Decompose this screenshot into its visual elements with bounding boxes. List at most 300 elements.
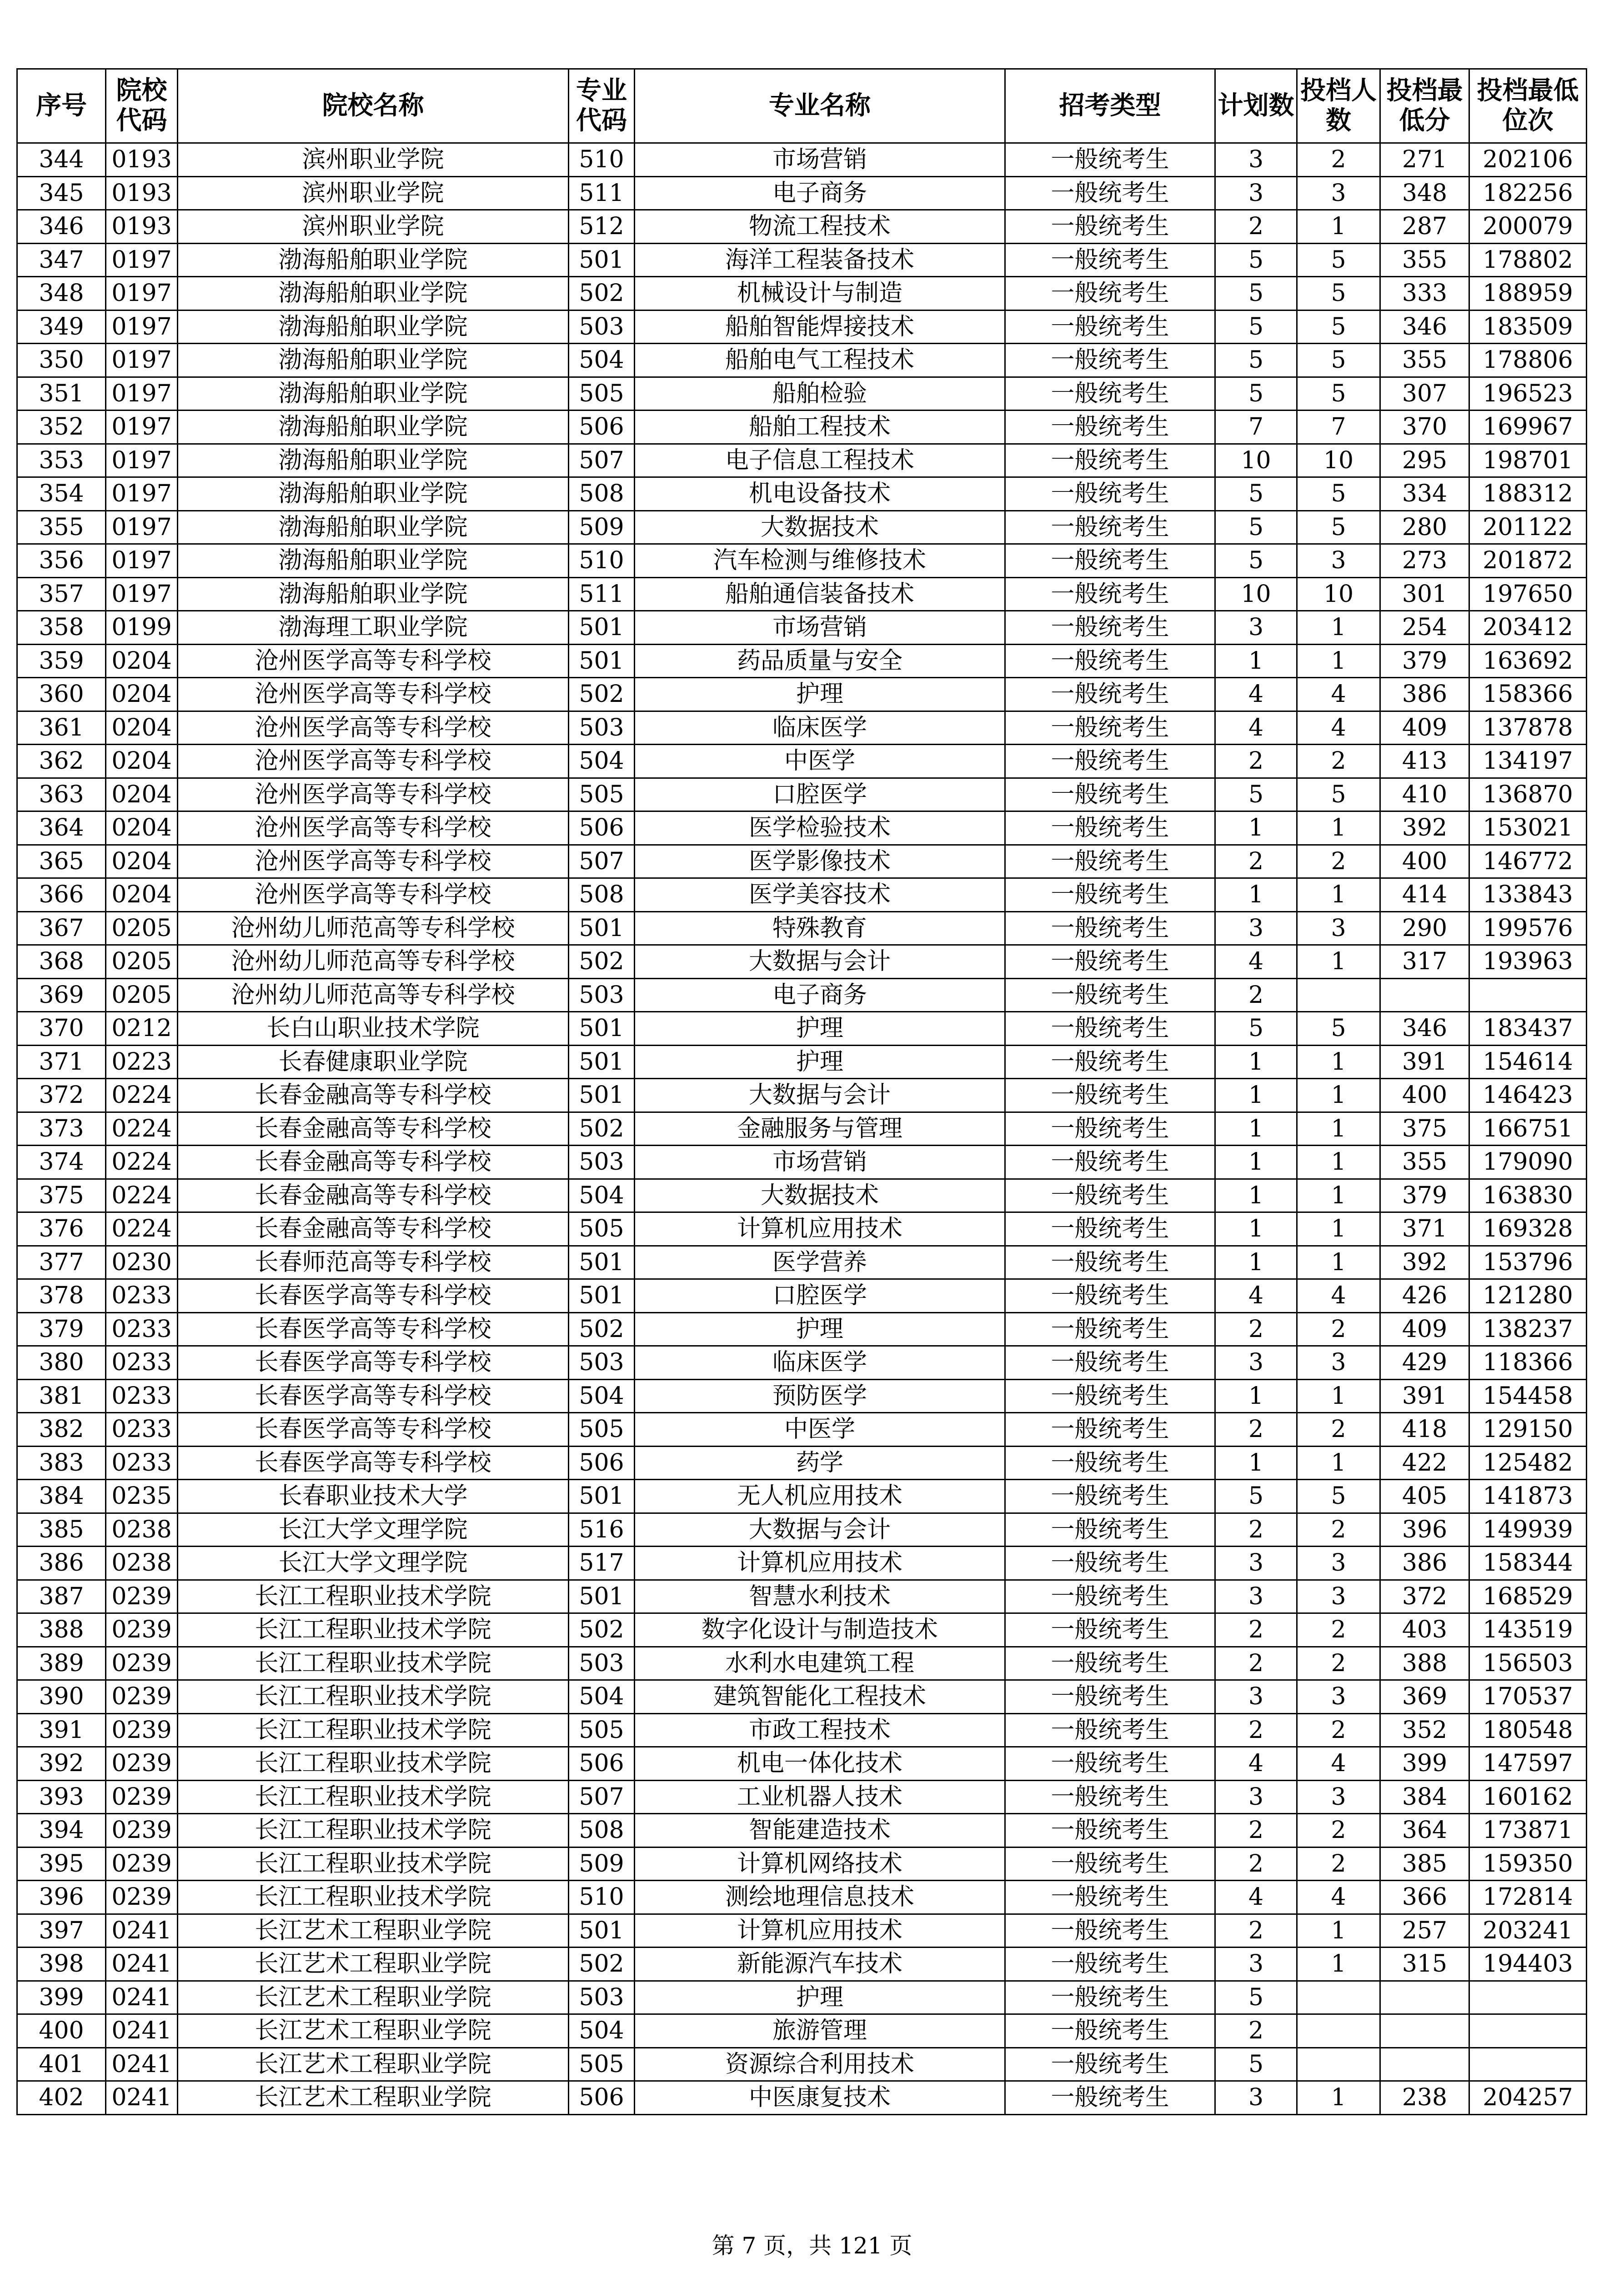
- table-row: [17, 1212, 1587, 1246]
- exam-type-cell: 一般统考生: [1005, 1379, 1215, 1413]
- school-code-cell: 0239: [106, 1814, 178, 1847]
- submitted-count-cell: 5: [1297, 310, 1380, 344]
- submitted-count-cell: [1297, 1981, 1380, 2014]
- min-rank-cell: 179090: [1469, 1146, 1587, 1179]
- major-code-cell: 502: [569, 1112, 635, 1146]
- major-name-cell: 大数据与会计: [635, 945, 1005, 979]
- min-score-cell: 372: [1380, 1580, 1469, 1613]
- min-rank-cell: 170537: [1469, 1680, 1587, 1714]
- major-code-cell: 502: [569, 678, 635, 711]
- major-code-cell: 502: [569, 1948, 635, 1981]
- exam-type-cell: 一般统考生: [1005, 878, 1215, 912]
- submitted-count-cell: 4: [1297, 1881, 1380, 1914]
- index-cell: 385: [17, 1513, 106, 1547]
- school-name-cell: 长春医学高等专科学校: [178, 1346, 569, 1380]
- min-score-cell: 391: [1380, 1045, 1469, 1079]
- index-cell: 382: [17, 1413, 106, 1447]
- table-row: [17, 277, 1587, 310]
- school-code-cell: 0239: [106, 1580, 178, 1613]
- exam-type-cell: 一般统考生: [1005, 611, 1215, 645]
- submitted-count-cell: 2: [1297, 1647, 1380, 1680]
- min-rank-cell: 183509: [1469, 310, 1587, 344]
- header-min-rank: 投档最低位次: [1469, 69, 1587, 143]
- exam-type-cell: 一般统考生: [1005, 1680, 1215, 1714]
- submitted-count-cell: 2: [1297, 845, 1380, 878]
- school-code-cell: 0212: [106, 1012, 178, 1046]
- index-cell: 371: [17, 1045, 106, 1079]
- min-rank-cell: 156503: [1469, 1647, 1587, 1680]
- table-row: [17, 1446, 1587, 1480]
- major-name-cell: 无人机应用技术: [635, 1480, 1005, 1513]
- major-name-cell: 市场营销: [635, 1146, 1005, 1179]
- school-code-cell: 0230: [106, 1246, 178, 1279]
- min-score-cell: 400: [1380, 845, 1469, 878]
- school-code-cell: 0199: [106, 611, 178, 645]
- index-cell: 397: [17, 1914, 106, 1948]
- school-code-cell: 0233: [106, 1379, 178, 1413]
- major-code-cell: 503: [569, 978, 635, 1012]
- school-code-cell: 0197: [106, 577, 178, 611]
- major-code-cell: 501: [569, 644, 635, 678]
- major-name-cell: 市场营销: [635, 611, 1005, 645]
- submitted-count-cell: 1: [1297, 1948, 1380, 1981]
- min-rank-cell: 169328: [1469, 1212, 1587, 1246]
- min-rank-cell: 198701: [1469, 444, 1587, 477]
- school-code-cell: 0224: [106, 1112, 178, 1146]
- exam-type-cell: 一般统考生: [1005, 1146, 1215, 1179]
- min-rank-cell: 163830: [1469, 1179, 1587, 1212]
- plan-count-cell: 2: [1215, 1713, 1297, 1747]
- submitted-count-cell: 5: [1297, 1012, 1380, 1046]
- submitted-count-cell: 3: [1297, 176, 1380, 210]
- school-name-cell: 渤海船舶职业学院: [178, 344, 569, 377]
- submitted-count-cell: 1: [1297, 1045, 1380, 1079]
- submitted-count-cell: 5: [1297, 344, 1380, 377]
- index-cell: 351: [17, 377, 106, 411]
- table-row: [17, 711, 1587, 745]
- exam-type-cell: 一般统考生: [1005, 711, 1215, 745]
- major-code-cell: 510: [569, 544, 635, 578]
- school-name-cell: 滨州职业学院: [178, 210, 569, 244]
- school-code-cell: 0239: [106, 1647, 178, 1680]
- exam-type-cell: 一般统考生: [1005, 1179, 1215, 1212]
- table-row: [17, 1513, 1587, 1547]
- school-name-cell: 滨州职业学院: [178, 176, 569, 210]
- exam-type-cell: 一般统考生: [1005, 210, 1215, 244]
- exam-type-cell: 一般统考生: [1005, 1413, 1215, 1447]
- major-name-cell: 数字化设计与制造技术: [635, 1613, 1005, 1647]
- min-rank-cell: 160162: [1469, 1780, 1587, 1814]
- min-score-cell: 346: [1380, 310, 1469, 344]
- submitted-count-cell: 5: [1297, 778, 1380, 811]
- min-rank-cell: 199576: [1469, 911, 1587, 945]
- plan-count-cell: 2: [1215, 1413, 1297, 1447]
- major-code-cell: 506: [569, 411, 635, 444]
- exam-type-cell: 一般统考生: [1005, 344, 1215, 377]
- table-row: [17, 1580, 1587, 1613]
- index-cell: 390: [17, 1680, 106, 1714]
- min-score-cell: 409: [1380, 1312, 1469, 1346]
- min-rank-cell: 197650: [1469, 577, 1587, 611]
- major-code-cell: 502: [569, 277, 635, 310]
- table-row: [17, 878, 1587, 912]
- school-name-cell: 沧州医学高等专科学校: [178, 745, 569, 778]
- min-rank-cell: 146772: [1469, 845, 1587, 878]
- header-major-name: 专业名称: [635, 69, 1005, 143]
- min-rank-cell: [1469, 1981, 1587, 2014]
- table-row: [17, 811, 1587, 845]
- table-row: [17, 1847, 1587, 1881]
- plan-count-cell: 3: [1215, 1948, 1297, 1981]
- min-rank-cell: 196523: [1469, 377, 1587, 411]
- min-score-cell: 409: [1380, 711, 1469, 745]
- min-rank-cell: 204257: [1469, 2081, 1587, 2115]
- table-row: [17, 377, 1587, 411]
- table-row: [17, 1279, 1587, 1313]
- min-rank-cell: 141873: [1469, 1480, 1587, 1513]
- school-code-cell: 0197: [106, 277, 178, 310]
- school-code-cell: 0205: [106, 978, 178, 1012]
- school-code-cell: 0197: [106, 444, 178, 477]
- exam-type-cell: 一般统考生: [1005, 1279, 1215, 1313]
- exam-type-cell: 一般统考生: [1005, 1246, 1215, 1279]
- plan-count-cell: 5: [1215, 477, 1297, 511]
- exam-type-cell: 一般统考生: [1005, 1881, 1215, 1914]
- exam-type-cell: 一般统考生: [1005, 1212, 1215, 1246]
- major-name-cell: 机电设备技术: [635, 477, 1005, 511]
- school-name-cell: 渤海船舶职业学院: [178, 243, 569, 277]
- major-code-cell: 501: [569, 1045, 635, 1079]
- min-score-cell: 388: [1380, 1647, 1469, 1680]
- min-rank-cell: 183437: [1469, 1012, 1587, 1046]
- min-rank-cell: 121280: [1469, 1279, 1587, 1313]
- submitted-count-cell: 1: [1297, 1379, 1380, 1413]
- school-code-cell: 0197: [106, 243, 178, 277]
- major-code-cell: 506: [569, 1747, 635, 1781]
- min-score-cell: 418: [1380, 1413, 1469, 1447]
- major-name-cell: 电子商务: [635, 978, 1005, 1012]
- major-code-cell: 508: [569, 477, 635, 511]
- min-score-cell: [1380, 2014, 1469, 2048]
- min-rank-cell: 194403: [1469, 1948, 1587, 1981]
- index-cell: 355: [17, 511, 106, 544]
- min-score-cell: 414: [1380, 878, 1469, 912]
- exam-type-cell: 一般统考生: [1005, 811, 1215, 845]
- plan-count-cell: 4: [1215, 1747, 1297, 1781]
- submitted-count-cell: 1: [1297, 1179, 1380, 1212]
- exam-type-cell: 一般统考生: [1005, 945, 1215, 979]
- major-code-cell: 506: [569, 811, 635, 845]
- major-code-cell: 505: [569, 1413, 635, 1447]
- major-name-cell: 药品质量与安全: [635, 644, 1005, 678]
- major-name-cell: 医学美容技术: [635, 878, 1005, 912]
- index-cell: 365: [17, 845, 106, 878]
- plan-count-cell: 4: [1215, 678, 1297, 711]
- plan-count-cell: 3: [1215, 1680, 1297, 1714]
- school-name-cell: 长春医学高等专科学校: [178, 1279, 569, 1313]
- school-name-cell: 长江工程职业技术学院: [178, 1680, 569, 1714]
- plan-count-cell: 1: [1215, 1379, 1297, 1413]
- school-name-cell: 长江艺术工程职业学院: [178, 2081, 569, 2115]
- index-cell: 354: [17, 477, 106, 511]
- school-code-cell: 0239: [106, 1747, 178, 1781]
- exam-type-cell: 一般统考生: [1005, 1312, 1215, 1346]
- school-code-cell: 0239: [106, 1847, 178, 1881]
- min-score-cell: 386: [1380, 678, 1469, 711]
- school-code-cell: 0223: [106, 1045, 178, 1079]
- index-cell: 362: [17, 745, 106, 778]
- header-exam-type: 招考类型: [1005, 69, 1215, 143]
- major-code-cell: 505: [569, 1713, 635, 1747]
- school-code-cell: 0224: [106, 1179, 178, 1212]
- min-score-cell: 355: [1380, 243, 1469, 277]
- school-code-cell: 0197: [106, 511, 178, 544]
- submitted-count-cell: 1: [1297, 811, 1380, 845]
- submitted-count-cell: 1: [1297, 2081, 1380, 2115]
- major-code-cell: 502: [569, 1613, 635, 1647]
- table-row: [17, 444, 1587, 477]
- min-rank-cell: 136870: [1469, 778, 1587, 811]
- plan-count-cell: 10: [1215, 444, 1297, 477]
- index-cell: 392: [17, 1747, 106, 1781]
- major-code-cell: 505: [569, 1212, 635, 1246]
- plan-count-cell: 5: [1215, 277, 1297, 310]
- min-rank-cell: 159350: [1469, 1847, 1587, 1881]
- major-name-cell: 智能建造技术: [635, 1814, 1005, 1847]
- major-name-cell: 测绘地理信息技术: [635, 1881, 1005, 1914]
- index-cell: 396: [17, 1881, 106, 1914]
- table-row: [17, 1647, 1587, 1680]
- school-name-cell: 长江工程职业技术学院: [178, 1647, 569, 1680]
- submitted-count-cell: 4: [1297, 1747, 1380, 1781]
- exam-type-cell: 一般统考生: [1005, 778, 1215, 811]
- submitted-count-cell: 3: [1297, 1580, 1380, 1613]
- major-name-cell: 特殊教育: [635, 911, 1005, 945]
- major-name-cell: 电子商务: [635, 176, 1005, 210]
- exam-type-cell: 一般统考生: [1005, 1513, 1215, 1547]
- exam-type-cell: 一般统考生: [1005, 2081, 1215, 2115]
- submitted-count-cell: 3: [1297, 1680, 1380, 1714]
- table-row: [17, 1179, 1587, 1212]
- min-score-cell: 379: [1380, 644, 1469, 678]
- index-cell: 348: [17, 277, 106, 310]
- major-code-cell: 502: [569, 945, 635, 979]
- plan-count-cell: 5: [1215, 1981, 1297, 2014]
- submitted-count-cell: 5: [1297, 1480, 1380, 1513]
- school-name-cell: 长江艺术工程职业学院: [178, 2048, 569, 2081]
- submitted-count-cell: 1: [1297, 210, 1380, 244]
- plan-count-cell: 1: [1215, 878, 1297, 912]
- plan-count-cell: 1: [1215, 1212, 1297, 1246]
- exam-type-cell: 一般统考生: [1005, 377, 1215, 411]
- major-name-cell: 大数据技术: [635, 1179, 1005, 1212]
- index-cell: 368: [17, 945, 106, 979]
- min-rank-cell: 153021: [1469, 811, 1587, 845]
- exam-type-cell: 一般统考生: [1005, 911, 1215, 945]
- index-cell: 394: [17, 1814, 106, 1847]
- exam-type-cell: 一般统考生: [1005, 411, 1215, 444]
- major-code-cell: 502: [569, 1312, 635, 1346]
- index-cell: 364: [17, 811, 106, 845]
- table-row: [17, 411, 1587, 444]
- table-row: [17, 1881, 1587, 1914]
- submitted-count-cell: 1: [1297, 1914, 1380, 1948]
- table-row: [17, 1780, 1587, 1814]
- min-rank-cell: 158344: [1469, 1547, 1587, 1580]
- submitted-count-cell: 5: [1297, 477, 1380, 511]
- table-body: [17, 143, 1587, 2115]
- exam-type-cell: 一般统考生: [1005, 444, 1215, 477]
- major-name-cell: 机械设计与制造: [635, 277, 1005, 310]
- major-name-cell: 市场营销: [635, 143, 1005, 177]
- major-code-cell: 504: [569, 1179, 635, 1212]
- school-name-cell: 滨州职业学院: [178, 143, 569, 177]
- plan-count-cell: 1: [1215, 1079, 1297, 1112]
- submitted-count-cell: 4: [1297, 711, 1380, 745]
- min-rank-cell: 133843: [1469, 878, 1587, 912]
- school-name-cell: 长春职业技术大学: [178, 1480, 569, 1513]
- min-rank-cell: 203241: [1469, 1914, 1587, 1948]
- min-rank-cell: 182256: [1469, 176, 1587, 210]
- plan-count-cell: 1: [1215, 1246, 1297, 1279]
- school-code-cell: 0197: [106, 310, 178, 344]
- plan-count-cell: 3: [1215, 1547, 1297, 1580]
- major-name-cell: 大数据技术: [635, 511, 1005, 544]
- exam-type-cell: 一般统考生: [1005, 1814, 1215, 1847]
- index-cell: 353: [17, 444, 106, 477]
- submitted-count-cell: 1: [1297, 644, 1380, 678]
- min-score-cell: 352: [1380, 1713, 1469, 1747]
- major-name-cell: 医学影像技术: [635, 845, 1005, 878]
- index-cell: 376: [17, 1212, 106, 1246]
- min-score-cell: 307: [1380, 377, 1469, 411]
- plan-count-cell: 2: [1215, 2014, 1297, 2048]
- plan-count-cell: 10: [1215, 577, 1297, 611]
- table-row: [17, 845, 1587, 878]
- school-code-cell: 0239: [106, 1780, 178, 1814]
- exam-type-cell: 一般统考生: [1005, 1079, 1215, 1112]
- exam-type-cell: 一般统考生: [1005, 2048, 1215, 2081]
- exam-type-cell: 一般统考生: [1005, 1914, 1215, 1948]
- school-code-cell: 0239: [106, 1713, 178, 1747]
- min-score-cell: 346: [1380, 1012, 1469, 1046]
- table-row: [17, 644, 1587, 678]
- submitted-count-cell: 2: [1297, 1814, 1380, 1847]
- min-rank-cell: 166751: [1469, 1112, 1587, 1146]
- submitted-count-cell: 5: [1297, 243, 1380, 277]
- school-code-cell: 0233: [106, 1279, 178, 1313]
- plan-count-cell: 1: [1215, 1179, 1297, 1212]
- school-name-cell: 长春医学高等专科学校: [178, 1413, 569, 1447]
- major-code-cell: 512: [569, 210, 635, 244]
- submitted-count-cell: 2: [1297, 1613, 1380, 1647]
- school-code-cell: 0235: [106, 1480, 178, 1513]
- school-name-cell: 渤海船舶职业学院: [178, 444, 569, 477]
- submitted-count-cell: 2: [1297, 1513, 1380, 1547]
- major-code-cell: 511: [569, 577, 635, 611]
- table-row: [17, 1012, 1587, 1046]
- submitted-count-cell: 3: [1297, 544, 1380, 578]
- index-cell: 377: [17, 1246, 106, 1279]
- table-row: [17, 1079, 1587, 1112]
- header-major-code: 专业代码: [569, 69, 635, 143]
- school-code-cell: 0205: [106, 945, 178, 979]
- table-row: [17, 143, 1587, 177]
- submitted-count-cell: 1: [1297, 1079, 1380, 1112]
- table-row: [17, 911, 1587, 945]
- major-name-cell: 计算机应用技术: [635, 1547, 1005, 1580]
- plan-count-cell: 3: [1215, 2081, 1297, 2115]
- min-score-cell: 287: [1380, 210, 1469, 244]
- table-row: [17, 1480, 1587, 1513]
- plan-count-cell: 2: [1215, 1312, 1297, 1346]
- submitted-count-cell: 1: [1297, 1246, 1380, 1279]
- school-code-cell: 0233: [106, 1413, 178, 1447]
- index-cell: 386: [17, 1547, 106, 1580]
- min-score-cell: 399: [1380, 1747, 1469, 1781]
- exam-type-cell: 一般统考生: [1005, 1948, 1215, 1981]
- school-code-cell: 0204: [106, 711, 178, 745]
- index-cell: 399: [17, 1981, 106, 2014]
- plan-count-cell: 2: [1215, 845, 1297, 878]
- min-score-cell: 333: [1380, 277, 1469, 310]
- major-name-cell: 中医康复技术: [635, 2081, 1005, 2115]
- index-cell: 387: [17, 1580, 106, 1613]
- min-score-cell: 364: [1380, 1814, 1469, 1847]
- min-rank-cell: 200079: [1469, 210, 1587, 244]
- min-score-cell: 370: [1380, 411, 1469, 444]
- exam-type-cell: 一般统考生: [1005, 1613, 1215, 1647]
- school-code-cell: 0241: [106, 2081, 178, 2115]
- major-code-cell: 501: [569, 1079, 635, 1112]
- submitted-count-cell: 3: [1297, 911, 1380, 945]
- index-cell: 345: [17, 176, 106, 210]
- major-code-cell: 517: [569, 1547, 635, 1580]
- school-name-cell: 沧州医学高等专科学校: [178, 678, 569, 711]
- table-row: [17, 1413, 1587, 1447]
- school-name-cell: 长江工程职业技术学院: [178, 1613, 569, 1647]
- min-score-cell: 257: [1380, 1914, 1469, 1948]
- school-name-cell: 渤海船舶职业学院: [178, 277, 569, 310]
- min-rank-cell: [1469, 2048, 1587, 2081]
- school-name-cell: 渤海船舶职业学院: [178, 377, 569, 411]
- min-rank-cell: 129150: [1469, 1413, 1587, 1447]
- min-score-cell: [1380, 2048, 1469, 2081]
- school-code-cell: 0193: [106, 210, 178, 244]
- school-name-cell: 渤海船舶职业学院: [178, 544, 569, 578]
- school-code-cell: 0233: [106, 1346, 178, 1380]
- school-name-cell: 长江工程职业技术学院: [178, 1814, 569, 1847]
- school-code-cell: 0241: [106, 1981, 178, 2014]
- exam-type-cell: 一般统考生: [1005, 1780, 1215, 1814]
- major-name-cell: 工业机器人技术: [635, 1780, 1005, 1814]
- major-name-cell: 医学营养: [635, 1246, 1005, 1279]
- header-school-code: 院校代码: [106, 69, 178, 143]
- major-name-cell: 水利水电建筑工程: [635, 1647, 1005, 1680]
- school-name-cell: 长江大学文理学院: [178, 1513, 569, 1547]
- index-cell: 349: [17, 310, 106, 344]
- plan-count-cell: 2: [1215, 1914, 1297, 1948]
- table-row: [17, 978, 1587, 1012]
- exam-type-cell: 一般统考生: [1005, 644, 1215, 678]
- school-name-cell: 渤海船舶职业学院: [178, 511, 569, 544]
- plan-count-cell: 3: [1215, 611, 1297, 645]
- index-cell: 346: [17, 210, 106, 244]
- index-cell: 401: [17, 2048, 106, 2081]
- major-code-cell: 508: [569, 1814, 635, 1847]
- min-score-cell: 280: [1380, 511, 1469, 544]
- school-name-cell: 渤海船舶职业学院: [178, 411, 569, 444]
